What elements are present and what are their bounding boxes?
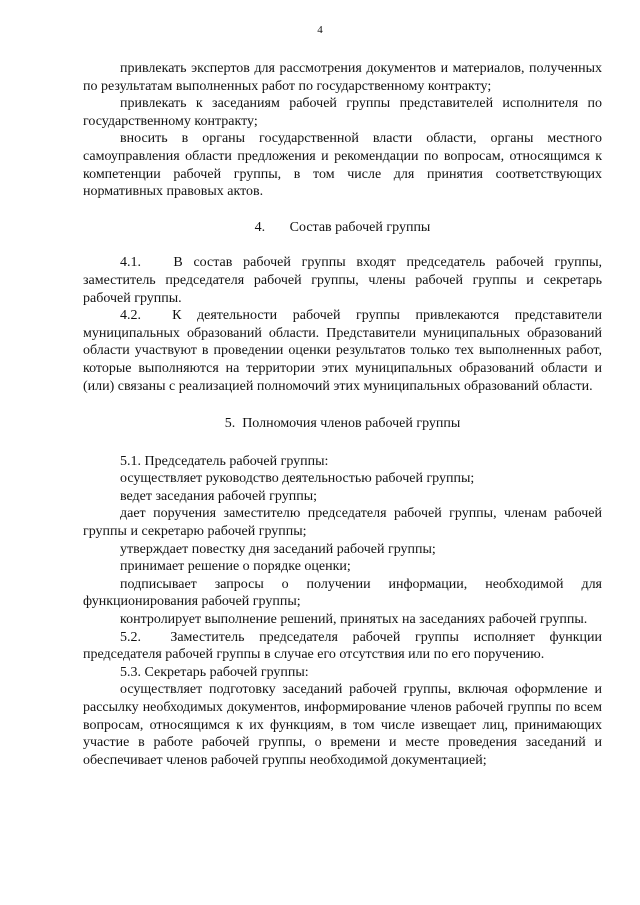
paragraph-5-3: 5.3. Секретарь рабочей группы: [120, 664, 309, 680]
paragraph-5-2: 5.2. Заместитель председателя рабочей группы исполняет функции председателя рабочей группы в случае его отсутствия или по его поручению. [83, 629, 602, 663]
list-item: вносить в органы государственной власти области, органы местного самоуправления области предложения и рекомендации по вопросам, относящимся к компетенции рабочей группы, в том числе для принятия соответствующих нормативных правовых актов. [83, 131, 602, 200]
section-4-heading: 4. Состав рабочей группы [254, 219, 431, 235]
list-item: подписывает запросы о получении информации, необходимой для функционирования рабочей группы; [83, 576, 602, 610]
list-item: утверждает повестку дня заседаний рабочей группы; [120, 541, 436, 557]
document-body [83, 60, 602, 769]
list-item: осуществляет подготовку заседаний рабочей группы, включая оформление и рассылку необходимых документов, информирование членов рабочей группы по всем вопросам, относящимся к их функциям, в том числе извещает лиц, принимающих участие в работе рабочей группы, о времени и месте проведения заседаний и обеспечивает членов рабочей группы необходимой документацией; [83, 682, 602, 768]
list-item: ведет заседания рабочей группы; [120, 488, 317, 504]
paragraph-4-1: 4.1. В состав рабочей группы входят председатель рабочей группы, заместитель председателя рабочей группы, члены рабочей группы и секретарь рабочей группы. [83, 255, 602, 306]
paragraph-4-2: 4.2. К деятельности рабочей группы привлекаются представители муниципальных образований области. Представители муниципальных образований области участвуют в проведении оценки результатов только тех выполненных работ, которые выполняются на территории этих муниципальных образований области и (или) связаны с реализацией полномочий этих муниципальных образований области. [83, 308, 602, 394]
list-item: привлекать к заседаниям рабочей группы представителей исполнителя по государственному контракту; [83, 96, 602, 129]
list-item: контролирует выполнение решений, принятых на заседаниях рабочей группы. [120, 612, 588, 628]
page-number: 4 [317, 24, 323, 36]
list-item: дает поручения заместителю председателя рабочей группы, членам рабочей группы и секретарю рабочей группы; [83, 506, 602, 540]
list-item: осуществляет руководство деятельностью рабочей группы; [120, 471, 475, 487]
list-item: привлекать экспертов для рассмотрения документов и материалов, полученных по результатам выполненных работ по государственному контракту; [83, 61, 602, 94]
list-item: принимает решение о порядке оценки; [120, 559, 351, 575]
paragraph-5-1: 5.1. Председатель рабочей группы: [120, 453, 329, 469]
section-5-heading: 5. Полномочия членов рабочей группы [224, 416, 461, 432]
